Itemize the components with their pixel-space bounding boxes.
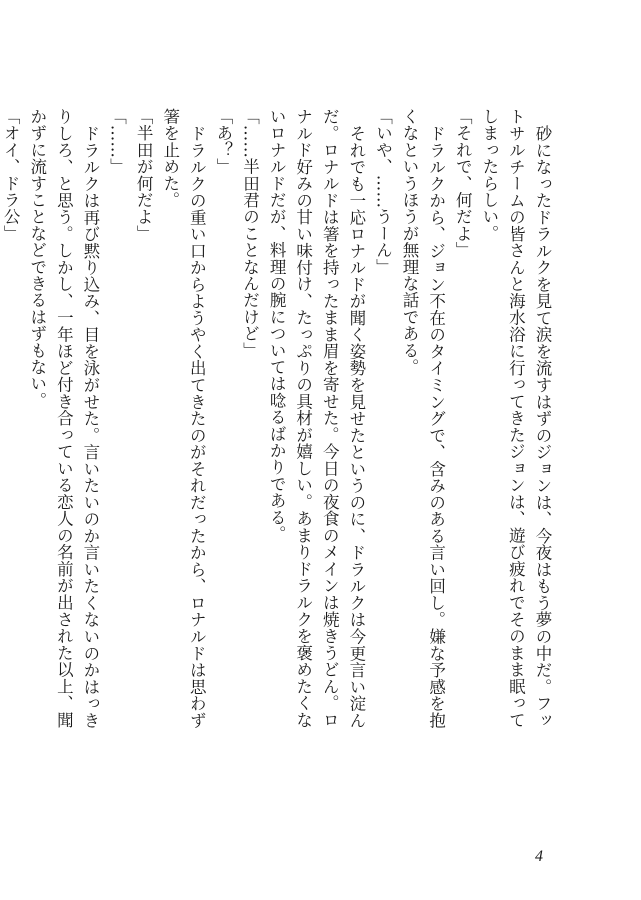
- dialogue-line: 「……半田君のことなんだけど」: [240, 108, 260, 359]
- page-number: 4: [535, 848, 543, 865]
- dialogue-line: 「それで、何だよ」: [453, 108, 473, 259]
- vertical-text-body: [1, 108, 555, 728]
- paragraph: ドラルクは再び黙り込み、目を泳がせた。言いたいのか言いたくないのかはっきりしろ、と思う。しかし、一年ほど付き合っている恋人の名前が出された以上、聞かずに流すことなどできるはずもない。: [27, 108, 100, 728]
- dialogue-line: 「いや、……うーん」: [373, 108, 393, 275]
- paragraph: それでも一応ロナルドが聞く姿勢を見せたというのに、ドラルクは今更言い淀んだ。ロナルドは箸を持ったまま眉を寄せた。今日の夜食のメインは焼きうどん。ロナルド好みの甘い味付け、たっぷりの具材が嬉しい。あまりドラルクを褒めたくないロナルドだが、料理の腕については唸るばかりである。: [267, 108, 366, 728]
- paragraph: 砂になったドラルクを見て涙を流すはずのジョンは、今夜はもう夢の中だ。フットサルチームの皆さんと海水浴に行ってきたジョンは、遊び疲れでそのまま眠ってしまったらしい。: [479, 108, 552, 728]
- paragraph: ドラルクの重い口からようやく出てきたのがそれだったから、ロナルドは思わず箸を止めた。: [160, 108, 207, 728]
- paragraph: ドラルクから、ジョン不在のタイミングで、含みのある言い回し。嫌な予感を抱くなというほうが無理な話である。: [400, 108, 446, 728]
- dialogue-line: 「半田が何だよ」: [134, 108, 154, 242]
- dialogue-line: 「オイ、ドラ公」: [1, 108, 21, 242]
- dialogue-line: 「……」: [107, 108, 127, 175]
- dialogue-line: 「あ？」: [213, 108, 233, 175]
